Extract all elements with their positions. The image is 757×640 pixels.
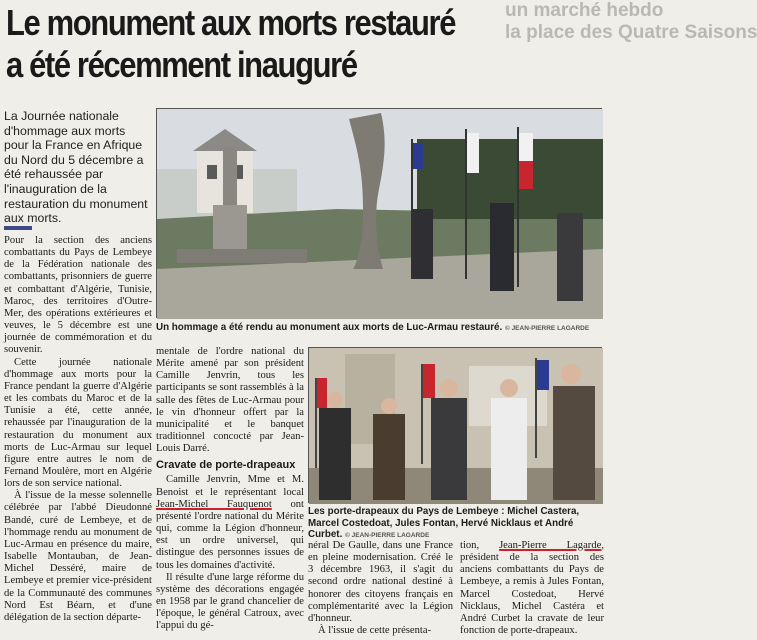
highlighted-name: Jean-Michel Fauquenot: [156, 498, 272, 510]
photo-monument-illustration: [157, 109, 603, 319]
photo-flag-bearers-illustration: [309, 348, 603, 504]
photo-credit: © JEAN-PIERRE LAGARDE: [345, 532, 430, 539]
body-paragraph: À l'issue de cette présenta-: [318, 625, 432, 637]
headline-line-2: a été récemment inauguré: [6, 44, 357, 85]
body-paragraph: Pour la section des anciens combattants du Pays de Lembeye de la Fédération nationale des combattants, prisonniers de guerre et combattant d'Algérie, Tunisie, Maroc, des territoires d'Outre-Mer, des opérations extérieures et veuves, le 5 décembre est une journée de commémoration et du souvenir.: [4, 235, 152, 356]
adjacent-article-fragment: un marché hebdo la place des Quatre Saisons: [505, 0, 757, 43]
body-paragraph: À l'issue de la messe solennelle célébrée par l'abbé Dieudonné Bandé, curé de Lembeye, et de l'hommage rendu au monument de Luc-Armau en présence du maire, Isabelle Montauban, de Jean-Michel Desséré, maire de Lembeye et premier vice-président de la Communauté des communes Nord Est Béarn, et d'une délégation de la section départe-: [4, 490, 152, 623]
body-paragraph: Cette journée nationale d'hommage aux morts pour la France pendant la guerre d'Algérie et les combats du Maroc et de la Tunisie a été, cette année, rehaussée par l'inauguration de la restauration du monument aux morts de Luc-Armau sur lequel figure entre autres le nom de Fernand Moulère, mort en Algérie lors de son service national.: [4, 356, 152, 490]
photo-monument-ceremony: [156, 108, 602, 318]
headline: [6, 2, 456, 86]
body-paragraph: mentale de l'ordre national du Mérite amené par son président Camille Jenvrin, tous les participants se sont rassemblés à la salle des fêtes de Luc-Armau pour le vin d'honneur offert par la municipalité et le banquet traditionnel concocté par Jean-Louis Darré.: [156, 346, 304, 455]
body-column-2: [156, 346, 304, 632]
lead-paragraph: La Journée nationale d'hommage aux morts pour la France en Afrique du Nord du 5 décembre a été rehaussée par l'inauguration de la restauration du monument aux morts.: [4, 109, 148, 226]
body-paragraph: Camille Jenvrin, Mme et M. Benoist et le représentant local Jean-Michel Fauquenot ont présenté l'ordre national du Mérite qui, comme la Légion d'honneur, est un ordre universel, qui distingue des personnes issues de tous les domaines d'activité.: [156, 474, 304, 571]
photo-flag-bearers: [308, 347, 602, 503]
lead-divider: [4, 226, 32, 230]
highlighted-name: Jean-Pierre Lagarde: [499, 540, 602, 551]
headline-line-1: Le monument aux morts restauré: [6, 2, 456, 43]
body-column-1: [4, 235, 152, 624]
body-paragraph: néral De Gaulle, dans une France en pleine modernisation. Créé le 3 décembre 1963, il s'agit du second ordre national destiné à honorer des citoyens français en complémentarité avec la Légion d'honneur.: [308, 540, 453, 624]
body-paragraph: Il résulte d'une large réforme du système des décorations engagée en 1958 par le grand chancelier de l'époque, le général Catroux, avec l'appui du gé-: [156, 571, 304, 632]
section-subheading: Cravate de porte-drapeaux: [156, 459, 296, 472]
photo-caption-1: Un hommage a été rendu au monument aux morts de Luc-Armau restauré. © JEAN-PIERRE LAGARDE: [156, 322, 590, 333]
body-column-4: [460, 540, 604, 637]
photo-credit: © JEAN-PIERRE LAGARDE: [504, 325, 590, 332]
body-column-3: [308, 540, 453, 637]
photo-caption-2: Les porte-drapeaux du Pays de Lembeye : Michel Castera, Marcel Costedoat, Jules Fontan, Hervé Nicklaus et André Curbet. © JEAN-PIERRE LAGARDE: [308, 506, 580, 540]
body-paragraph: tion, Jean-Pierre Lagarde, président de la section des anciens combattants du Pays de Lembeye, a remis à Jules Fontan, Marcel Costedoat, Hervé Nicklaus, Michel Castéra et André Curbet la cravate de leur fonction de porte-drapeaux.: [460, 540, 604, 637]
